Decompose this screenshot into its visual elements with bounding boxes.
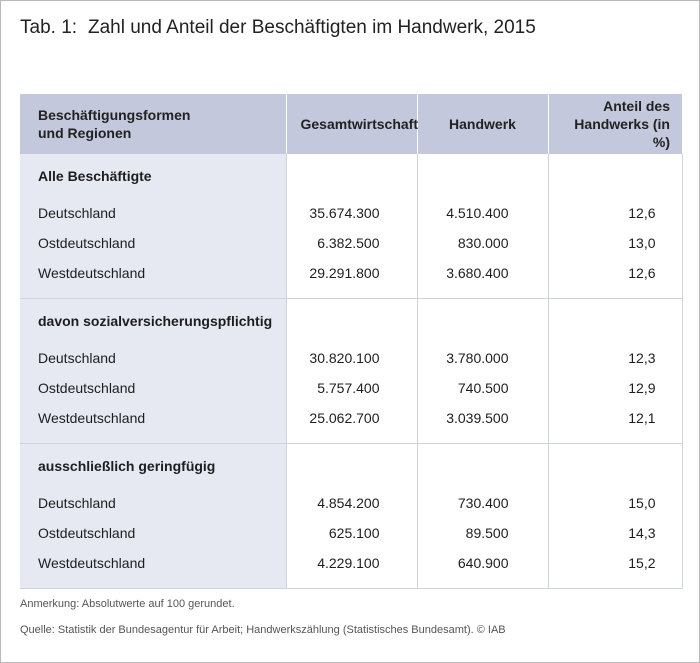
- table-row: [20, 258, 682, 288]
- employment-table: [20, 94, 683, 589]
- handwerk-cell: 830.000: [417, 228, 548, 258]
- table-row: [20, 228, 682, 258]
- table-row: [20, 343, 682, 373]
- table-row: [20, 488, 682, 518]
- handwerk-cell: 740.500: [417, 373, 548, 403]
- group-label: Alle Beschäftigte: [20, 154, 286, 198]
- group-row: [20, 444, 682, 489]
- header-employment-forms: Beschäftigungsformen und Regionen: [20, 94, 286, 154]
- anteil-cell: 12,6: [548, 198, 682, 228]
- header-handwerk: Handwerk: [417, 94, 548, 154]
- gesamt-cell: 4.854.200: [286, 488, 417, 518]
- anteil-cell: 15,0: [548, 488, 682, 518]
- handwerk-cell: 3.680.400: [417, 258, 548, 288]
- header-gesamtwirtschaft: Gesamtwirtschaft: [286, 94, 417, 154]
- group-row: [20, 299, 682, 344]
- anteil-cell: 12,1: [548, 403, 682, 433]
- region-cell: Westdeutschland: [20, 403, 286, 433]
- header-anteil: Anteil des Handwerks (in %): [548, 94, 682, 154]
- table-row: [20, 198, 682, 228]
- gesamt-cell: 25.062.700: [286, 403, 417, 433]
- table-number: Tab. 1:: [20, 17, 78, 38]
- handwerk-cell: 730.400: [417, 488, 548, 518]
- table-row: [20, 518, 682, 548]
- header-row: [20, 94, 682, 154]
- handwerk-cell: 640.900: [417, 548, 548, 578]
- group-row: [20, 154, 682, 198]
- gesamt-cell: 5.757.400: [286, 373, 417, 403]
- anteil-cell: 12,9: [548, 373, 682, 403]
- gesamt-cell: 30.820.100: [286, 343, 417, 373]
- handwerk-cell: 3.039.500: [417, 403, 548, 433]
- gesamt-cell: 6.382.500: [286, 228, 417, 258]
- group-label: ausschließlich geringfügig: [20, 444, 286, 489]
- table-title: [20, 17, 536, 39]
- anteil-cell: 12,3: [548, 343, 682, 373]
- handwerk-cell: 4.510.400: [417, 198, 548, 228]
- region-cell: Ostdeutschland: [20, 518, 286, 548]
- table-title-text: Zahl und Anteil der Beschäftigten im Handwerk, 2015: [88, 17, 536, 38]
- handwerk-cell: 89.500: [417, 518, 548, 548]
- region-cell: Westdeutschland: [20, 548, 286, 578]
- anteil-cell: 12,6: [548, 258, 682, 288]
- region-cell: Deutschland: [20, 488, 286, 518]
- anteil-cell: 14,3: [548, 518, 682, 548]
- footnote-anmerkung: Anmerkung: Absolutwerte auf 100 gerundet.: [20, 598, 235, 610]
- footnote-quelle: Quelle: Statistik der Bundesagentur für Arbeit; Handwerkszählung (Statistisches Bundesamt). © IAB: [20, 624, 506, 636]
- anteil-cell: 13,0: [548, 228, 682, 258]
- region-cell: Ostdeutschland: [20, 373, 286, 403]
- anteil-cell: 15,2: [548, 548, 682, 578]
- region-cell: Ostdeutschland: [20, 228, 286, 258]
- region-cell: Westdeutschland: [20, 258, 286, 288]
- gesamt-cell: 625.100: [286, 518, 417, 548]
- region-cell: Deutschland: [20, 343, 286, 373]
- gesamt-cell: 4.229.100: [286, 548, 417, 578]
- group-label: davon sozialversicherungspflichtig: [20, 299, 286, 344]
- table-row: [20, 373, 682, 403]
- gesamt-cell: 29.291.800: [286, 258, 417, 288]
- gesamt-cell: 35.674.300: [286, 198, 417, 228]
- table-row: [20, 403, 682, 433]
- table-row: [20, 548, 682, 578]
- region-cell: Deutschland: [20, 198, 286, 228]
- handwerk-cell: 3.780.000: [417, 343, 548, 373]
